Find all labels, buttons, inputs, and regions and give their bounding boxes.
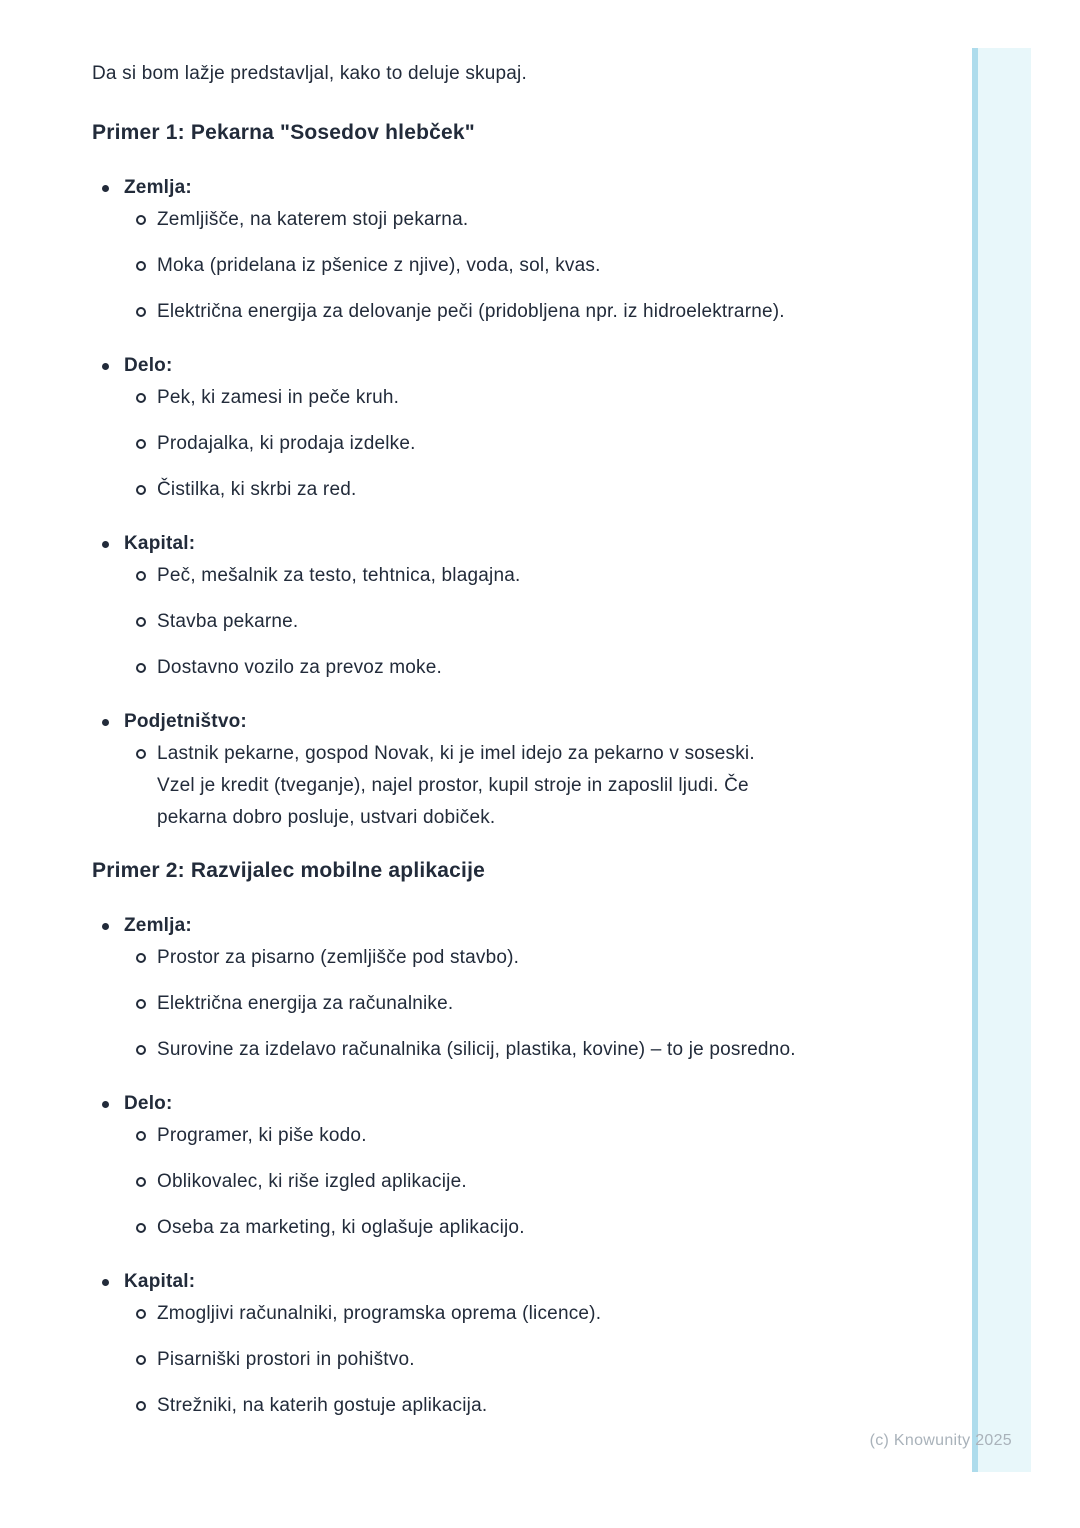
factor-group [92,910,972,1066]
factor-item: Oblikovalec, ki riše izgled aplikacije. [124,1166,797,1198]
factor-group [92,706,972,834]
factor-label: Zemlja: [124,915,192,936]
factor-item: Dostavno vozilo za prevoz moke. [124,652,797,684]
sections [92,116,972,1422]
intro-paragraph: Da si bom lažje predstavljal, kako to deluje skupaj. [92,63,527,84]
factor-item: Pek, ki zamesi in peče kruh. [124,382,797,414]
side-strip-decoration [972,48,1031,1472]
factor-item: Električna energija za računalnike. [124,988,797,1020]
section-title: Primer 1: Pekarna "Sosedov hlebček" [92,121,475,144]
factor-item: Čistilka, ki skrbi za red. [124,474,797,506]
factor-item: Prodajalka, ki prodaja izdelke. [124,428,797,460]
factor-item: Pisarniški prostori in pohištvo. [124,1344,797,1376]
example-section [92,116,972,834]
factor-label: Podjetništvo: [124,711,247,732]
factor-item: Električna energija za delovanje peči (pridobljena npr. iz hidroelektrarne). [124,296,797,328]
factor-list [92,172,972,834]
factor-item: Oseba za marketing, ki oglašuje aplikacijo. [124,1212,797,1244]
example-section [92,854,972,1422]
factor-group [92,1088,972,1244]
factor-item: Peč, mešalnik za testo, tehtnica, blagajna. [124,560,797,592]
factor-item: Strežniki, na katerih gostuje aplikacija. [124,1390,797,1422]
factor-items [124,204,972,328]
factor-group [92,528,972,684]
factor-items [124,1298,972,1422]
factor-group [92,350,972,506]
factor-group [92,172,972,328]
factor-items [124,738,972,834]
factor-items [124,942,972,1066]
factor-items [124,560,972,684]
factor-item: Zmogljivi računalniki, programska oprema (licence). [124,1298,797,1330]
factor-group [92,1266,972,1422]
factor-item: Stavba pekarne. [124,606,797,638]
factor-item: Moka (pridelana iz pšenice z njive), voda, sol, kvas. [124,250,797,282]
factor-item: Zemljišče, na katerem stoji pekarna. [124,204,797,236]
factor-items [124,382,972,506]
watermark: (c) Knowunity 2025 [869,1432,1012,1449]
factor-item: Surovine za izdelavo računalnika (silicij, plastika, kovine) – to je posredno. [124,1034,797,1066]
factor-label: Delo: [124,1093,173,1114]
factor-label: Zemlja: [124,177,192,198]
factor-label: Kapital: [124,533,196,554]
factor-item: Programer, ki piše kodo. [124,1120,797,1152]
factor-list [92,910,972,1422]
factor-label: Delo: [124,355,173,376]
factor-label: Kapital: [124,1271,196,1292]
factor-item: Lastnik pekarne, gospod Novak, ki je imel idejo za pekarno v soseski. Vzel je kredit (tveganje), najel prostor, kupil stroje in zaposlil ljudi. Če pekarna dobro posluje, ustvari dobiček. [124,738,797,834]
factor-item: Prostor za pisarno (zemljišče pod stavbo). [124,942,797,974]
factor-items [124,1120,972,1244]
section-title: Primer 2: Razvijalec mobilne aplikacije [92,859,485,882]
